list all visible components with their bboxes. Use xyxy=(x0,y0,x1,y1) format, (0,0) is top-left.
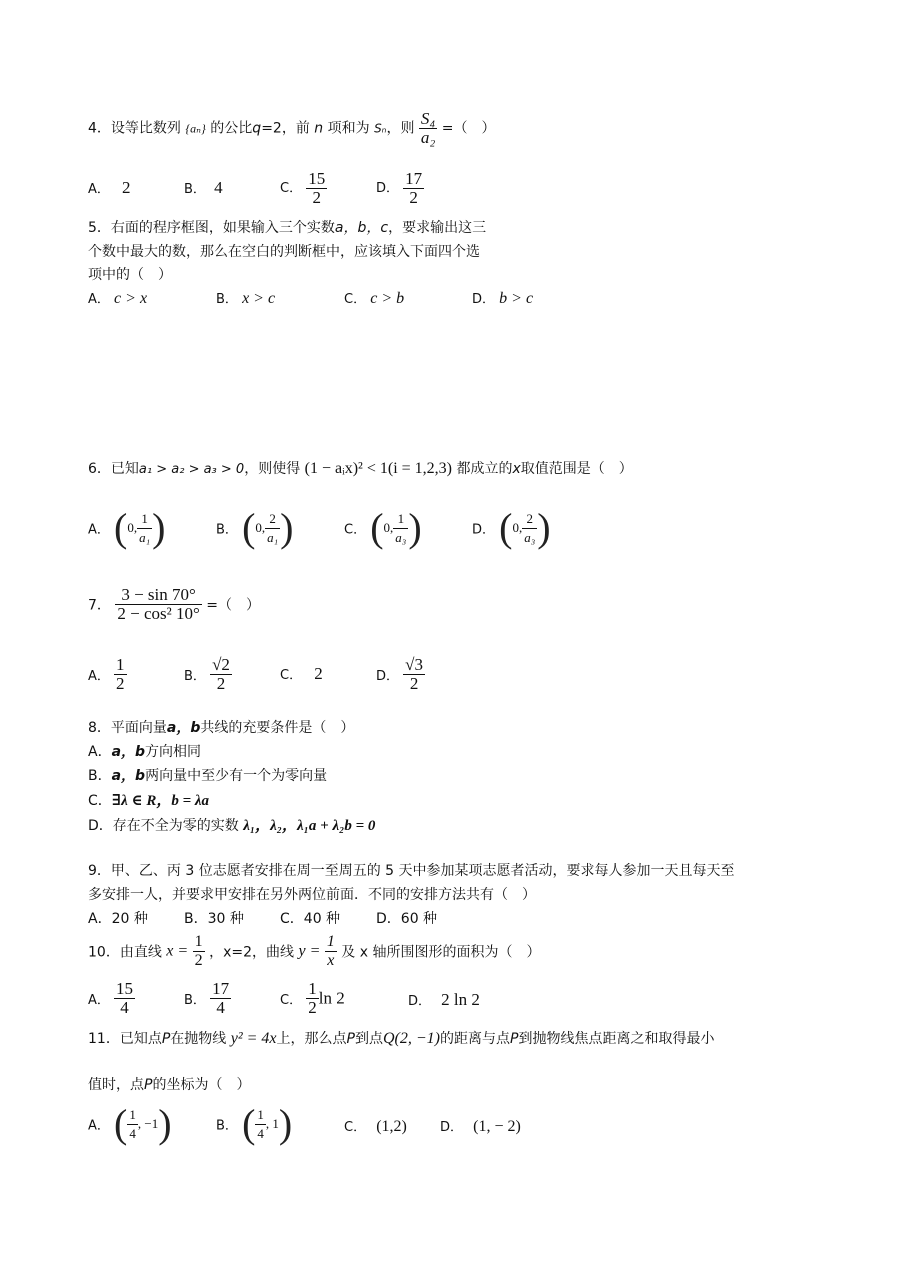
q4-option-d: D． $\frac{17}{2}$ xyxy=(376,169,423,207)
q4-prefix: 4．设等比数列 xyxy=(88,120,181,137)
q9-option-c: C．40 种 xyxy=(280,911,341,927)
q7-option-a: A． $\frac{1}{2}$ xyxy=(88,655,125,693)
q7-option-b: B． $\frac{√2}{2}$ xyxy=(184,655,230,693)
question-4-stem xyxy=(88,110,496,147)
q4-text2: 项和为 xyxy=(327,120,370,137)
question-9-line-1: 9．甲、乙、丙 3 位志愿者安排在周一至周五的 5 天中参加某项志愿者活动，要求每人参加一天且每天至 xyxy=(88,863,735,879)
question-5-line-1: 5．右面的程序框图，如果输入三个实数a，b，c，要求输出这三 xyxy=(88,220,487,236)
question-10-stem: 10．由直线 x = $\frac{1}{2}$ ，x=2，曲线 y = $\frac{1}{x}$ 及 x 轴所围图形的面积为（ ） xyxy=(88,933,541,969)
q8-option-c: C．∃λ ∈ R，b = λa xyxy=(88,793,210,809)
q11-option-d: D． (1, − 2) xyxy=(440,1118,521,1135)
q11-option-b: B． ( $\frac{1}{4}$ , 1) xyxy=(216,1101,293,1146)
q6-option-c: C． (0, $\frac{1}{\text{a₃}}$ ) xyxy=(344,505,422,550)
q4-option-c: C． $\frac{15}{2}$ xyxy=(280,169,326,207)
q6-option-a: A． (0, $\frac{1}{\text{a₁}}$ ) xyxy=(88,505,166,550)
q9-option-b: B．30 种 xyxy=(184,911,244,927)
q4-qval: =2，前 xyxy=(261,120,310,137)
question-7-stem: 7． $\frac{3 - \sin 70^\circ}{\text{2 − cos² 10°}}$ =（ ） xyxy=(88,585,260,623)
q10-option-c: C． $\frac{1}{2}$ ln 2 xyxy=(280,979,345,1017)
q4-q: q xyxy=(252,120,262,137)
q10-option-d: D． 2 ln 2 xyxy=(408,990,480,1009)
q10-option-a: A． $\frac{15}{4}$ xyxy=(88,979,134,1017)
q4-option-a: A． 2 xyxy=(88,178,131,197)
question-5-line-2: 个数中最大的数，那么在空白的判断框中，应该填入下面四个选 xyxy=(88,244,480,260)
q8-option-d: D．存在不全为零的实数 λ₁，λ₂，λ₁a + λ₂b = 0 xyxy=(88,818,376,834)
question-5-line-3: 项中的（ ） xyxy=(88,267,172,283)
q4-n: n xyxy=(314,120,324,137)
q10-option-b: B． $\frac{17}{4}$ xyxy=(184,979,230,1017)
q8-option-b: B．a，b两向量中至少有一个为零向量 xyxy=(88,768,328,784)
q4-option-b: B． 4 xyxy=(184,178,223,197)
q5-option-d: D． b > c xyxy=(472,290,534,307)
q4-fraction: $\frac{\text{S₄}}{\text{a₂}}$ xyxy=(420,109,436,147)
q7-option-d: D． $\frac{√3}{2}$ xyxy=(376,655,423,693)
q4-tail: =（ ） xyxy=(441,120,496,137)
q8-option-a: A．a，b方向相同 xyxy=(88,744,202,760)
question-6-stem: 6．已知a₁ > a₂ > a₃ > 0，则使得 (1 − aᵢx)² < 1(i = 1,2,3) 都成立的x取值范围是（ ） xyxy=(88,460,633,477)
question-11-line-1: 11．已知点P在抛物线 y² = 4x上，那么点P到点Q(2, −1)的距离与点P到抛物线焦点距离之和取得最小 xyxy=(88,1030,715,1047)
q9-option-a: A．20 种 xyxy=(88,911,148,927)
q5-option-c: C． c > b xyxy=(344,290,405,307)
q11-option-a: A． ( $\frac{1}{4}$ , −1) xyxy=(88,1101,172,1146)
q4-text3: ，则 xyxy=(386,120,415,137)
question-8-stem: 8．平面向量a，b共线的充要条件是（ ） xyxy=(88,720,355,736)
q5-option-a: A． c > x xyxy=(88,290,148,307)
question-11-line-2: 值时，点P的坐标为（ ） xyxy=(88,1077,251,1093)
q5-option-b: B． x > c xyxy=(216,290,276,307)
question-9-line-2: 多安排一人，并要求甲安排在另外两位前面．不同的安排方法共有（ ） xyxy=(88,887,536,903)
q7-option-c: C． 2 xyxy=(280,664,323,683)
q11-option-c: C． (1,2) xyxy=(344,1118,407,1135)
q6-option-b: B． (0, $\frac{2}{\text{a₁}}$ ) xyxy=(216,505,294,550)
q9-option-d: D．60 种 xyxy=(376,911,438,927)
q4-Sn: Sₙ xyxy=(374,121,387,136)
q6-option-d: D． (0, $\frac{2}{\text{a₃}}$ ) xyxy=(472,505,551,550)
q4-text: 的公比 xyxy=(210,120,253,137)
q4-sequence: {aₙ} xyxy=(185,121,206,136)
